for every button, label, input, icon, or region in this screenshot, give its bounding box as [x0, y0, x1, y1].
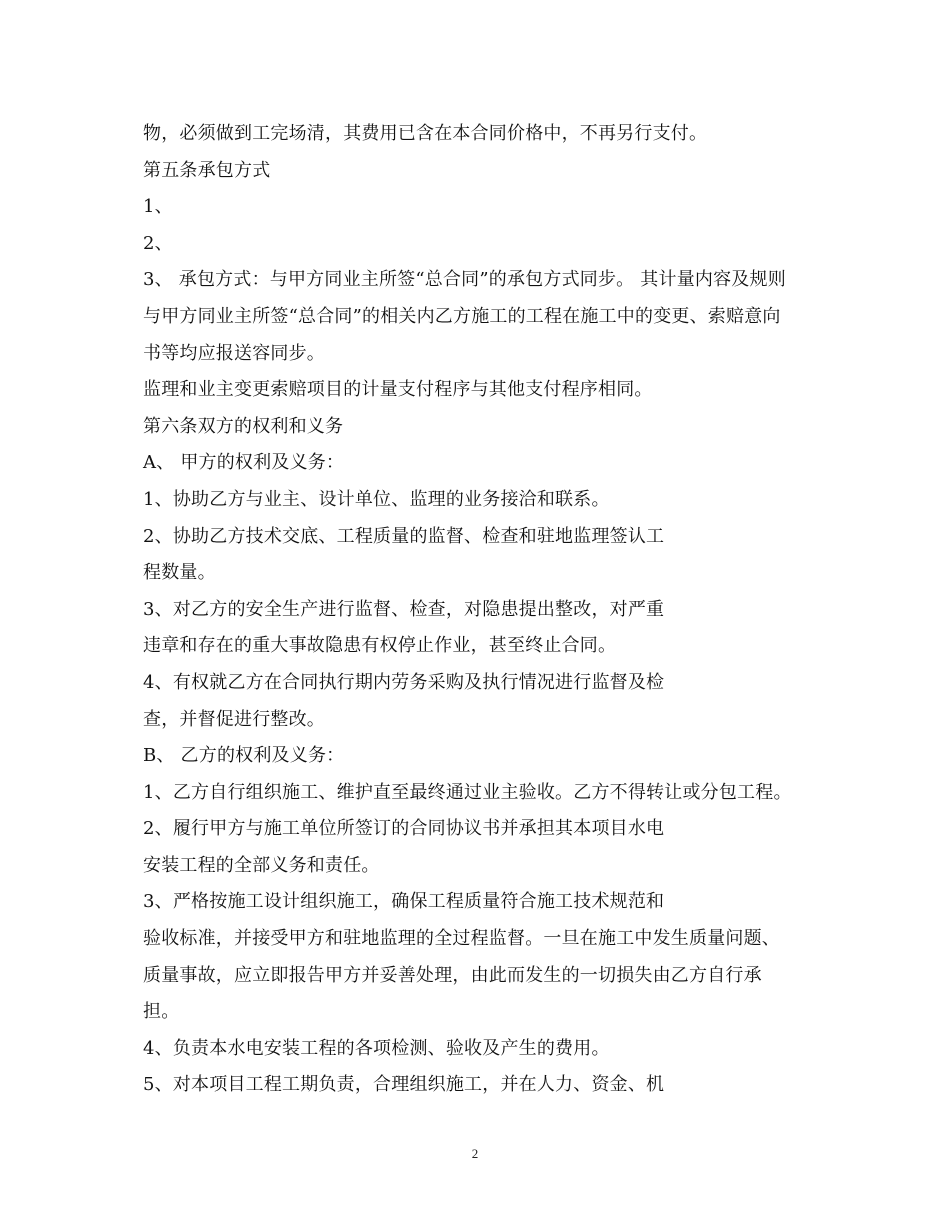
text-line: 与甲方同业主所签“总合同”的相关内乙方施工的工程在施工中的变更、索赔意向 — [143, 305, 781, 327]
text-line: 质量事故，应立即报告甲方并妥善处理，由此而发生的一切损失由乙方自行承 — [143, 964, 762, 986]
text-line: 查，并督促进行整改。 — [143, 708, 325, 730]
text-line: 4、负责本水电安装工程的各项检测、验收及产生的费用。 — [143, 1037, 610, 1059]
text-line: 2、履行甲方与施工单位所签订的合同协议书并承担其本项目水电 — [143, 818, 665, 840]
text-line: 2、协助乙方技术交底、工程质量的监督、检查和驻地监理签认工 — [143, 525, 665, 547]
text-line: 3、 承包方式：与甲方同业主所签“总合同”的承包方式同步。 其计量内容及规则 — [143, 269, 786, 291]
text-line: 违章和存在的重大事故隐患有权停止作业，甚至终止合同。 — [143, 635, 617, 657]
text-line: 物，必须做到工完场清，其费用已含在本合同价格中，不再另行支付。 — [143, 123, 708, 144]
text-line: 4、有权就乙方在合同执行期内劳务采购及执行情况进行监督及检 — [143, 671, 665, 693]
text-line: 1、乙方自行组织施工、维护直至最终通过业主验收。乙方不得转让或分包工程。 — [143, 781, 792, 803]
text-line: 书等均应报送容同步。 — [143, 342, 325, 364]
text-line: 验收标准，并接受甲方和驻地监理的全过程监督。一旦在施工中发生质量问题、 — [143, 928, 780, 950]
subsection-heading: A、 甲方的权利及义务： — [143, 452, 345, 474]
text-line: 监理和业主变更索赔项目的计量支付程序与其他支付程序相同。 — [143, 379, 653, 401]
text-line: 3、严格按施工设计组织施工，确保工程质量符合施工技术规范和 — [143, 891, 665, 913]
text-line: 1、 — [143, 196, 173, 218]
text-line: 程数量。 — [143, 562, 216, 584]
text-line: 担。 — [143, 1001, 180, 1023]
subsection-heading: B、 乙方的权利及义务： — [143, 745, 345, 767]
document-body — [143, 116, 823, 1104]
text-line: 安装工程的全部义务和责任。 — [143, 854, 380, 876]
section-heading: 第六条双方的权利和义务 — [143, 415, 344, 437]
text-line: 3、对乙方的安全生产进行监督、检查，对隐患提出整改，对严重 — [143, 598, 665, 620]
text-line: 5、对本项目工程工期负责，合理组织施工，并在人力、资金、机 — [143, 1074, 665, 1096]
text-line: 2、 — [143, 232, 173, 254]
section-heading: 第五条承包方式 — [143, 159, 271, 181]
text-line: 1、协助乙方与业主、设计单位、监理的业务接洽和联系。 — [143, 488, 610, 510]
page-number: 2 — [471, 1146, 479, 1161]
